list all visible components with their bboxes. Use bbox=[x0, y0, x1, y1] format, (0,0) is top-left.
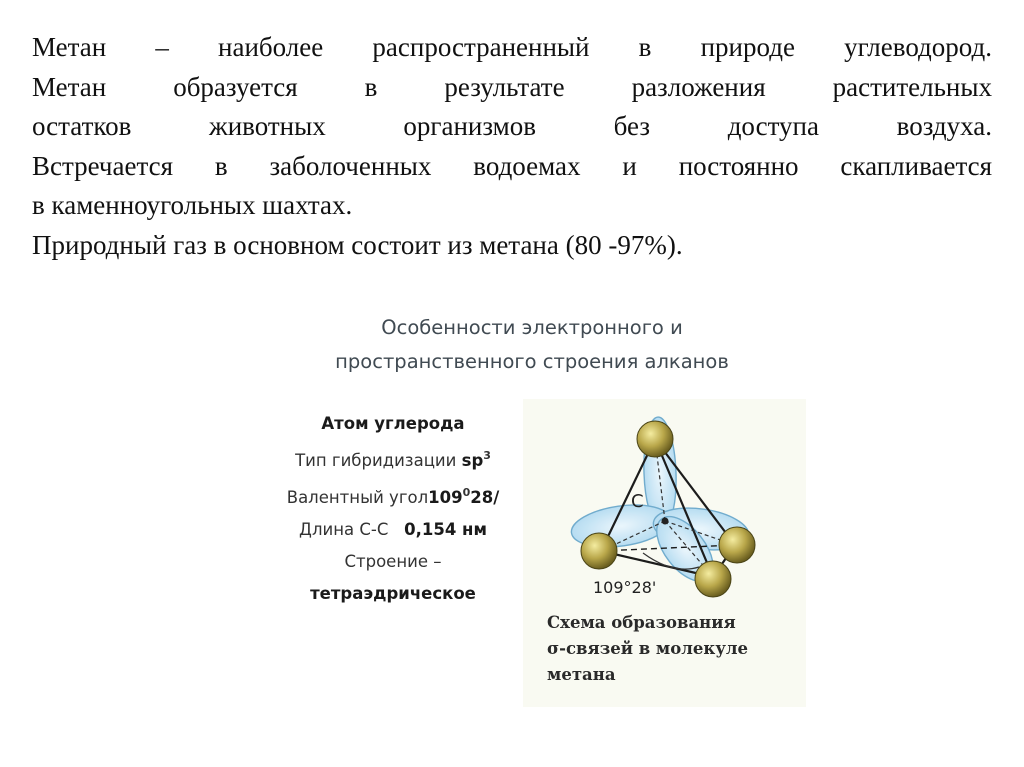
figure-title-line-1: Особенности электронного и bbox=[381, 316, 683, 339]
angle-label: Валентный угол bbox=[286, 488, 429, 507]
figure-title-line-2: пространственного строения алканов bbox=[335, 350, 729, 373]
body-line-5: в каменноугольных шахтах. bbox=[32, 190, 353, 220]
figure-title bbox=[292, 311, 772, 379]
carbon-label: C bbox=[631, 491, 644, 512]
angle-sup: 0 bbox=[462, 486, 471, 499]
angle-value: 109 bbox=[428, 488, 463, 507]
carbon-properties bbox=[248, 408, 538, 610]
hybridization-value: sp bbox=[461, 451, 484, 470]
body-line-1: Метан – наиболее распространенный в природе углеводород. bbox=[32, 32, 992, 62]
length-label: Длина С-С bbox=[299, 520, 389, 539]
hydrogen-atom-front bbox=[695, 561, 731, 597]
diagram-caption bbox=[547, 610, 797, 688]
length-row bbox=[248, 514, 538, 546]
angle-value-2: 28/ bbox=[470, 488, 500, 507]
methane-diagram bbox=[523, 399, 806, 707]
body-line-4: Встречается в заболоченных водоемах и постоянно скапливается bbox=[32, 150, 992, 181]
hydrogen-atom-right bbox=[719, 527, 755, 563]
length-value: 0,154 нм bbox=[404, 520, 487, 539]
structure-label: Строение – bbox=[344, 552, 442, 571]
hydrogen-atom-left bbox=[581, 533, 617, 569]
slide-body-text bbox=[32, 28, 992, 265]
angle-row bbox=[248, 477, 538, 514]
carbon-heading: Атом углерода bbox=[321, 414, 465, 433]
hybridization-row bbox=[248, 440, 538, 477]
body-line-2: Метан образуется в результате разложения растительных bbox=[32, 71, 992, 102]
caption-line-1: Схема образования bbox=[547, 613, 736, 632]
bond-angle-label: 109°28' bbox=[593, 578, 657, 597]
carbon-center bbox=[662, 518, 669, 525]
caption-line-3: метана bbox=[547, 665, 616, 684]
body-line-3: остатков животных организмов без доступа воздуха. bbox=[32, 111, 992, 141]
hydrogen-atom-top bbox=[637, 421, 673, 457]
hybridization-sup: 3 bbox=[483, 449, 491, 462]
body-line-6: Природный газ в основном состоит из метана (80 -97%). bbox=[32, 229, 683, 260]
hybridization-label: Тип гибридизации bbox=[295, 451, 457, 470]
structure-value: тетраэдрическое bbox=[310, 584, 476, 603]
caption-line-2: σ-связей в молекуле bbox=[547, 639, 749, 658]
